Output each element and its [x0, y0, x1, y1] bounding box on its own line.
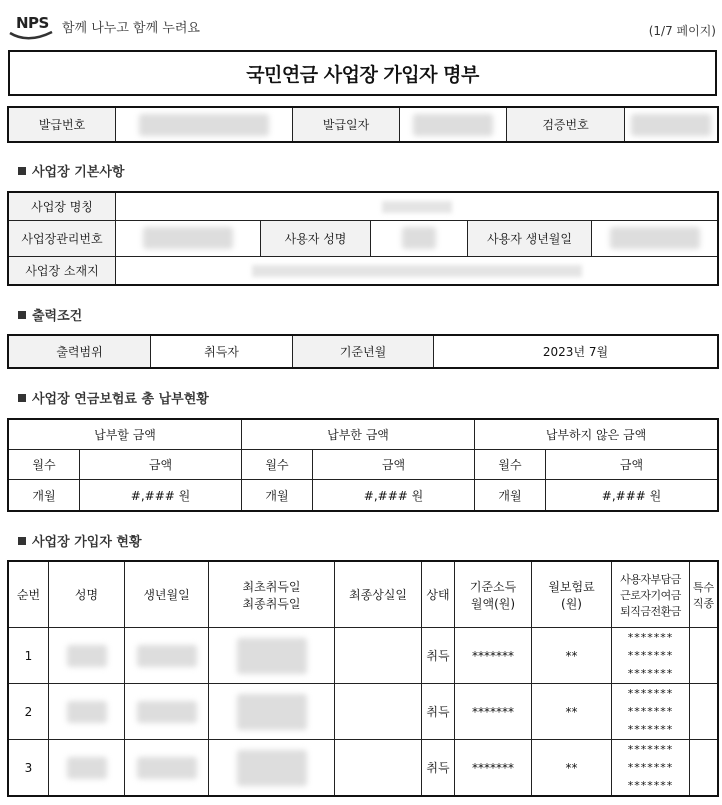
row-special [690, 740, 718, 796]
row-birth [125, 684, 209, 740]
management-number-label: 사업장관리번호 [9, 221, 116, 257]
col-special [690, 562, 718, 628]
col-acquisition-line2: 최종취득일 [242, 596, 301, 611]
members-section-title: 사업장 가입자 현황 [32, 535, 142, 550]
col-special-line1: 특수 [692, 580, 715, 594]
payment-section-title: 사업장 연금보험료 총 납부현황 [32, 392, 209, 407]
row-status: 취득 [422, 628, 455, 684]
page-indicator: (1/7 페이지) [648, 24, 716, 38]
payment-due-title: 납부할 금액 [9, 420, 242, 450]
logo-text: NPS [16, 14, 49, 32]
col-birth: 생년월일 [125, 562, 209, 628]
output-section-heading [18, 305, 82, 324]
col-special-line2: 직종 [692, 596, 715, 610]
row-income: ******* [455, 628, 532, 684]
payment-paid-title: 납부한 금액 [242, 420, 475, 450]
row-premium: ** [532, 684, 612, 740]
payment-due-months-label: 월수 [9, 450, 80, 480]
row-employee-share: ******* [627, 760, 674, 774]
document-header [8, 12, 716, 42]
row-contribution [612, 684, 690, 740]
payment-section-heading [18, 388, 209, 407]
issue-date-value [400, 108, 507, 142]
payment-unpaid-months-label: 월수 [475, 450, 546, 480]
members-header-row [9, 562, 718, 628]
workplace-name-label: 사업장 명칭 [9, 193, 116, 221]
owner-birth-value [592, 221, 718, 257]
payment-unpaid-amount-value: #,### 원 [546, 480, 718, 511]
row-employer-share: ******* [627, 742, 674, 756]
issue-number-label: 발급번호 [9, 108, 116, 142]
col-contribution-line2: 근로자기여금 [620, 588, 681, 602]
issue-number-value [116, 108, 293, 142]
document-title: 국민연금 사업장 가입자 명부 [246, 63, 479, 86]
issue-date-label: 발급일자 [293, 108, 400, 142]
workplace-address-value [116, 256, 718, 284]
verify-number-value [625, 108, 718, 142]
col-premium-line2: (원) [561, 596, 582, 611]
payment-status-table [8, 419, 718, 511]
row-birth [125, 740, 209, 796]
col-contribution-line3: 퇴직금전환금 [620, 604, 681, 618]
row-status: 취득 [422, 740, 455, 796]
col-loss: 최종상실일 [335, 562, 422, 628]
table-row [9, 628, 718, 684]
basic-section-title: 사업장 기본사항 [32, 165, 125, 180]
row-employer-share: ******* [627, 686, 674, 700]
payment-paid-months-label: 월수 [242, 450, 313, 480]
col-income-line2: 월액(원) [470, 596, 516, 611]
slogan: 함께 나누고 함께 누려요 [62, 21, 200, 36]
row-employer-share: ******* [627, 630, 674, 644]
base-month-label: 기준년월 [293, 336, 434, 368]
output-condition-table [8, 335, 718, 368]
output-section-title: 출력조건 [32, 309, 83, 324]
payment-paid-amount-value: #,### 원 [313, 480, 475, 511]
payment-due-amount-label: 금액 [80, 450, 242, 480]
payment-paid-amount-label: 금액 [313, 450, 475, 480]
table-row [9, 740, 718, 796]
payment-due-months-value: 개월 [9, 480, 80, 511]
bullet-square-icon [18, 311, 26, 319]
row-seq: 1 [9, 628, 49, 684]
basic-section-heading [18, 161, 124, 180]
row-seq: 2 [9, 684, 49, 740]
row-loss [335, 740, 422, 796]
bullet-square-icon [18, 394, 26, 402]
row-name [49, 740, 125, 796]
row-contribution [612, 628, 690, 684]
table-row [9, 684, 718, 740]
col-acquisition [209, 562, 335, 628]
payment-unpaid-amount-label: 금액 [546, 450, 718, 480]
row-retirement-conversion: ******* [627, 778, 674, 792]
col-income-line1: 기준소득 [469, 579, 517, 594]
col-contribution-line1: 사용자부담금 [620, 572, 681, 586]
row-acquisition [209, 684, 335, 740]
row-loss [335, 628, 422, 684]
col-seq: 순번 [9, 562, 49, 628]
row-premium: ** [532, 740, 612, 796]
row-name [49, 628, 125, 684]
col-acquisition-line1: 최초취득일 [242, 579, 301, 594]
payment-unpaid-months-value: 개월 [475, 480, 546, 511]
workplace-name-value [116, 193, 718, 221]
payment-paid-months-value: 개월 [242, 480, 313, 511]
col-premium-line1: 월보험료 [548, 579, 595, 594]
logo-swoosh-icon [8, 30, 54, 42]
nps-logo [8, 14, 58, 42]
row-name [49, 684, 125, 740]
base-month-value: 2023년 7월 [434, 336, 718, 368]
payment-unpaid-title: 납부하지 않은 금액 [475, 420, 718, 450]
basic-info-table [8, 192, 718, 285]
row-special [690, 628, 718, 684]
row-status: 취득 [422, 684, 455, 740]
col-premium [532, 562, 612, 628]
row-retirement-conversion: ******* [627, 722, 674, 736]
bullet-square-icon [18, 167, 26, 175]
col-contribution [612, 562, 690, 628]
members-section-heading [18, 531, 142, 550]
col-income [455, 562, 532, 628]
row-birth [125, 628, 209, 684]
row-premium: ** [532, 628, 612, 684]
bullet-square-icon [18, 537, 26, 545]
row-acquisition [209, 740, 335, 796]
row-employee-share: ******* [627, 704, 674, 718]
owner-name-label: 사용자 성명 [261, 221, 371, 257]
row-employee-share: ******* [627, 648, 674, 662]
row-contribution [612, 740, 690, 796]
row-acquisition [209, 628, 335, 684]
col-name: 성명 [49, 562, 125, 628]
output-range-label: 출력범위 [9, 336, 151, 368]
workplace-address-label: 사업장 소재지 [9, 256, 116, 284]
management-number-value [116, 221, 261, 257]
issue-info-table [8, 107, 718, 142]
row-income: ******* [455, 740, 532, 796]
verify-number-label: 검증번호 [507, 108, 625, 142]
row-income: ******* [455, 684, 532, 740]
payment-due-amount-value: #,### 원 [80, 480, 242, 511]
row-seq: 3 [9, 740, 49, 796]
members-table [8, 561, 718, 796]
row-loss [335, 684, 422, 740]
owner-name-value [371, 221, 468, 257]
output-range-value: 취득자 [151, 336, 293, 368]
col-status: 상태 [422, 562, 455, 628]
owner-birth-label: 사용자 생년월일 [468, 221, 592, 257]
row-retirement-conversion: ******* [627, 666, 674, 680]
row-special [690, 684, 718, 740]
document-title-box [8, 50, 717, 96]
